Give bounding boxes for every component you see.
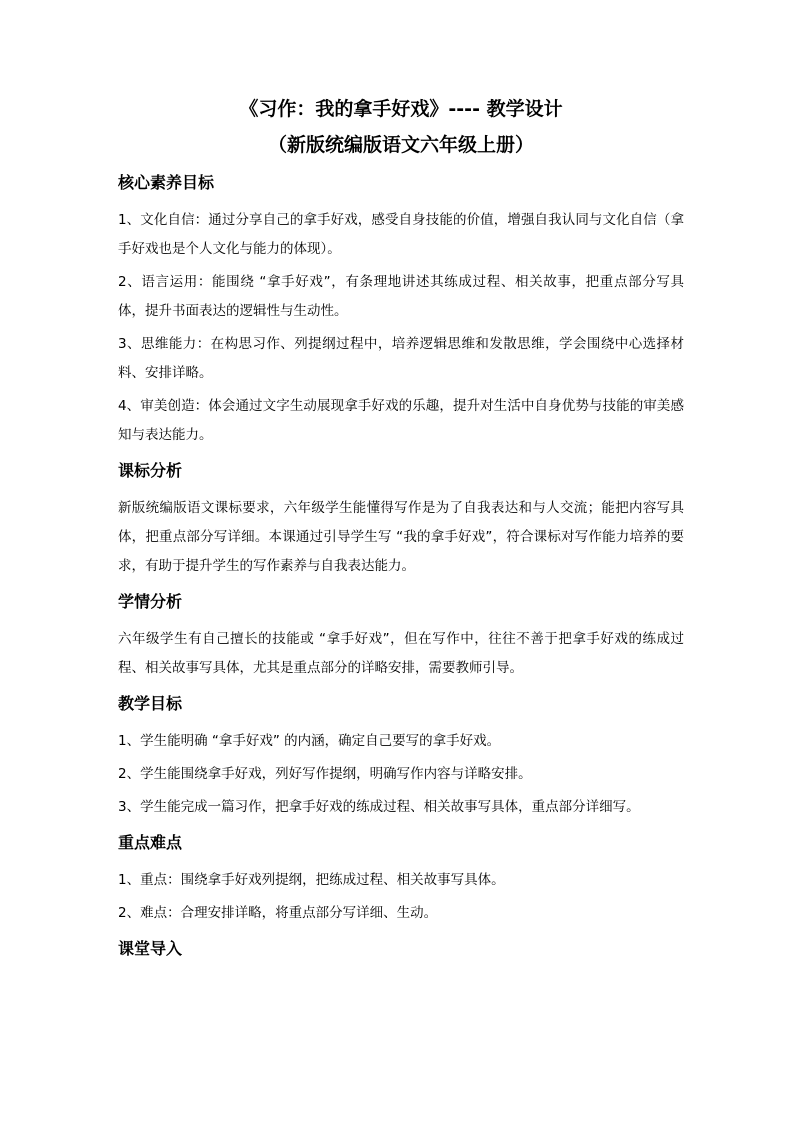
paragraph: 2、学生能围绕拿手好戏，列好写作提纲，明确写作内容与详略安排。 <box>118 766 532 782</box>
section-curriculum-analysis <box>118 460 684 581</box>
paragraph: 1、文化自信：通过分享自己的拿手好戏，感受自身技能的价值，增强自我认同与文化自信（拿手好戏也是个人文化与能力的体现）。 <box>118 212 684 257</box>
paragraph: 2、难点：合理安排详略，将重点部分写详细、生动。 <box>118 905 438 921</box>
section-heading: 重点难点 <box>118 833 183 852</box>
section-heading: 课堂导入 <box>118 939 183 958</box>
section-heading: 课标分析 <box>118 461 183 480</box>
document-subtitle: （新版统编版语文六年级上册） <box>267 134 534 156</box>
section-heading: 核心素养目标 <box>118 173 215 192</box>
paragraph: 2、语言运用：能围绕 “拿手好戏”，有条理地讲述其练成过程、相关故事，把重点部分写具体，提升书面表达的逻辑性与生动性。 <box>118 274 684 319</box>
paragraph: 1、学生能明确 “拿手好戏” 的内涵，确定自己要写的拿手好戏。 <box>118 733 501 749</box>
section-heading: 教学目标 <box>118 694 183 713</box>
paragraph: 3、学生能完成一篇习作，把拿手好戏的练成过程、相关故事写具体，重点部分详细写。 <box>118 799 640 815</box>
paragraph: 1、重点：围绕拿手好戏列提纲，把练成过程、相关故事写具体。 <box>118 872 505 888</box>
document-page <box>118 96 684 972</box>
section-heading: 学情分析 <box>118 592 183 611</box>
section-class-intro <box>118 938 684 960</box>
paragraph: 新版统编版语文课标要求，六年级学生能懂得写作是为了自我表达和与人交流；能把内容写具体，把重点部分写详细。本课通过引导学生写 “我的拿手好戏”，符合课标对写作能力培养的要求，有助于提升学生的写作素养与自我表达能力。 <box>118 500 684 574</box>
paragraph: 4、审美创造：体会通过文字生动展现拿手好戏的乐趣，提升对生活中自身优势与技能的审美感知与表达能力。 <box>118 398 684 443</box>
paragraph: 六年级学生有自己擅长的技能或 “拿手好戏”，但在写作中，往往不善于把拿手好戏的练成过程、相关故事写具体，尤其是重点部分的详略安排，需要教师引导。 <box>118 631 684 676</box>
paragraph: 3、思维能力：在构思习作、列提纲过程中，培养逻辑思维和发散思维，学会围绕中心选择材料、安排详略。 <box>118 336 684 381</box>
section-core-literacy <box>118 172 684 450</box>
document-title: 《习作：我的拿手好戏》---- 教学设计 <box>239 98 563 120</box>
section-key-difficulties <box>118 832 684 928</box>
section-learner-analysis <box>118 591 684 683</box>
section-teaching-goals <box>118 693 684 822</box>
